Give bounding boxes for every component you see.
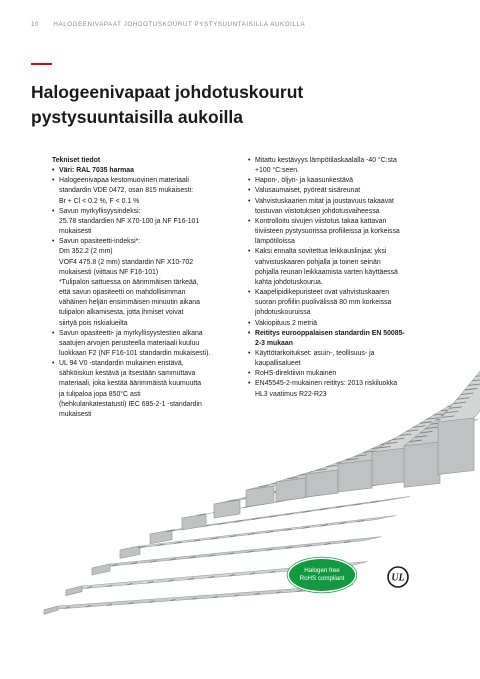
spec-line: pohjalla reunan leikkaamista varten käyttäessä (255, 268, 398, 276)
badge-line-1: Halogen free (304, 567, 340, 574)
page-title-line-1: Halogeenivapaat johdotuskourut (31, 82, 304, 102)
specs-title: Tekniset tiedot (52, 157, 101, 164)
spec-line: • Käyttötarkoitukset: asuin-, teollisuus- ja (255, 349, 375, 357)
spec-line: että savun opasiteetti on mahdollisimman (59, 289, 186, 297)
spec-line: 25.78 standardien NF X70-100 ja NF F16-101 (59, 217, 200, 225)
spec-line: sähköiskun kestävä ja itsestään sammuttava (59, 370, 196, 378)
running-title: HALOGEENIVAPAAT JOHDOTUSKOURUT PYSTYSUUNTAISILLA AUKOILLA (53, 21, 306, 28)
cable-duct-end (372, 448, 406, 486)
spec-line: • Vakiopituus 2 metriä (255, 319, 317, 327)
cable-duct-end (404, 442, 440, 487)
badge-line-2: RoHS compliant (299, 575, 345, 582)
spec-line: siirtyä pois riskialueilta (59, 319, 128, 327)
spec-line: kahta johdotuskourua. (255, 278, 323, 286)
cable-duct-end (120, 546, 140, 558)
spec-line: toistuvan viistotuksen johdotusvaiheessa (255, 207, 380, 215)
cable-duct-end (246, 486, 274, 507)
spec-line: mukaisesti (59, 228, 92, 236)
cable-duct-end (92, 564, 110, 575)
spec-line: • EN45545-2-mukainen reititys: 2013 riskiluokka (255, 380, 398, 388)
spec-line: saatujen arvojen perusteella materiaali kuuluu (59, 339, 200, 347)
spec-line: VOF4 475.8 (2 mm) standardin NF X10-702 (59, 258, 194, 266)
cable-duct-end (438, 418, 474, 475)
spec-line: ja tulipaloa jopa 850°C asti (59, 390, 141, 398)
spec-line: +100 °C:seen. (255, 167, 299, 175)
spec-line: Br + Cl < 0.2 %, F < 0.1 % (59, 197, 140, 205)
spec-line: • Reititys eurooppalaisen standardin EN 50085- (255, 329, 405, 337)
spec-line: HL3 vaatimus R22-R23 (255, 390, 327, 398)
cable-duct-end (44, 606, 58, 614)
spec-line: suoran profiilin puolivälissä 80 mm korkeissa (255, 299, 392, 307)
page-number: 10 (31, 21, 40, 28)
spec-line: (hehkulankatestatusti) IEC 695-2-1 -standardin (59, 400, 202, 408)
halogen-free-rohs-badge (289, 559, 355, 591)
spec-line: • Savun opasiteetti-indeksi*: (59, 238, 141, 246)
spec-line: • Savun myrkyllisyysindeksi: (59, 207, 141, 215)
spec-line: • Hapon-, öljyn- ja kaasunkestävä (255, 177, 354, 185)
spec-line: • Väri: RAL 7035 harmaa (59, 167, 134, 175)
spec-line: • Kaapelipidikepuristeet ovat vahvistuskaaren (255, 289, 390, 297)
spec-line: luokkaan F2 (NF F16-101 standardin mukaisesti). (59, 349, 211, 357)
spec-line: lämpötiloissa (255, 238, 295, 246)
spec-line: • Halogeenivapaa kestomuovinen materiaali (59, 177, 189, 185)
spec-line: vähäinen heljän ensimmäisen minuutin aikana (59, 299, 200, 307)
spec-line: tiiviisteen pystysuorissa profiileissa ja korkeissa (255, 228, 400, 236)
spec-line: • Vahvistuskaarien mitat ja joustavuus takaavat (255, 197, 394, 205)
spec-line: kaupallisalueet (255, 360, 301, 368)
cable-duct-end (276, 478, 306, 502)
spec-line: Dm 352.2 (2 mm) (59, 248, 113, 256)
ul-certification-icon (387, 566, 409, 588)
spec-line: vahvistuskaaren pohjalla ja toinen seinän (255, 258, 381, 266)
cable-duct-end (150, 530, 172, 544)
spec-line: 2-3 mukaan (255, 339, 293, 347)
spec-line: • Valusaumaiset, pyöreät sisäreunat (255, 187, 361, 195)
spec-line: • Savun opasiteetti- ja myrkyllisyystestien alkana (59, 329, 203, 337)
spec-line: • Mitattu kestävyys lämpötilaskaalalla -40 °C:sta (255, 157, 397, 164)
page-title-line-2: pystysuuntaisilla aukoilla (31, 107, 244, 127)
spec-line: mukaisesti (59, 410, 92, 418)
spec-line: mukaisesti (viittaus NF F16-101) (59, 268, 159, 276)
cable-duct-end (182, 514, 206, 530)
cable-duct-end (306, 470, 338, 497)
spec-line: standardin VDE 0472, osan 815 mukaisesti: (59, 187, 194, 195)
spec-line: • RoHS-direktiivin mukainen (255, 370, 337, 378)
spec-line: johdotuskouruissa (255, 309, 311, 317)
spec-line: materiaali, joka kestää äärimmäistä kuumuutta (59, 380, 202, 388)
spec-line: • Kaksi ennalta sovitettua leikkauslinjaa: yksi (255, 248, 387, 256)
spec-line: *Tulipalon sattuessa on äärimmäisen tärkeää, (59, 278, 199, 286)
cable-duct-end (66, 586, 82, 596)
spec-line: tulipalon alkamisesta, jotta ihmiset voivat (59, 309, 184, 317)
cable-duct-end (214, 500, 240, 518)
cable-duct-end (338, 460, 372, 492)
spec-line: • UL 94 V0 -standardin mukainen eristävä, (59, 360, 184, 368)
spec-line: • Kontrolloitu sivujen viistotus takaa kattavan (255, 217, 387, 225)
ul-mark-text: UL (391, 572, 405, 584)
